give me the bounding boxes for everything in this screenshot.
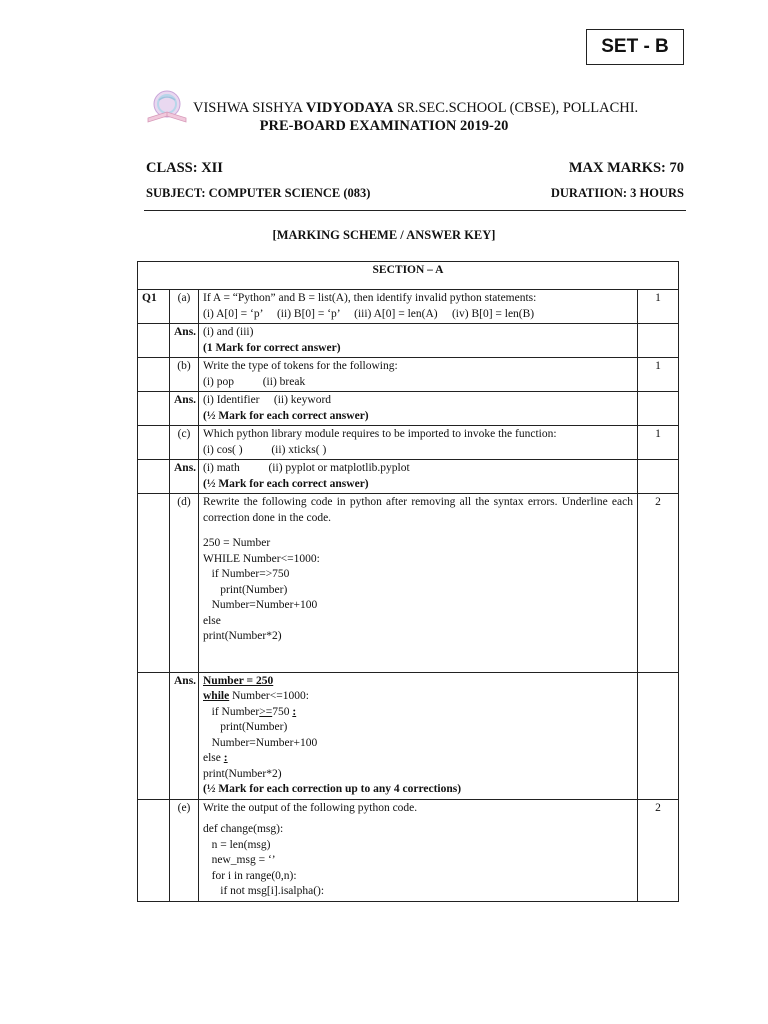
question-text: If A = “Python” and B = list(A), then identify invalid python statements: (i) A[0] = ‘p’ (ii) B[0] = ‘p’ (iii) A[0] = len(A) (iv) B[0] = len(B): [199, 290, 638, 324]
answer-text: (i) and (iii) (1 Mark for correct answer): [199, 324, 638, 358]
answer-label: Ans.: [170, 324, 199, 358]
max-marks: MAX MARKS: 70: [568, 160, 684, 176]
answer-key-table: [137, 261, 679, 902]
code-block: def change(msg): n = len(msg) new_msg = ‘’ for i in range(0,n): if not msg[i].isalpha():: [203, 823, 325, 897]
question-row: [138, 799, 679, 901]
scheme-title: [MARKING SCHEME / ANSWER KEY]: [272, 228, 496, 242]
section-row: [138, 262, 679, 290]
section-heading: SECTION – A: [138, 262, 679, 290]
marks: 1: [638, 290, 679, 324]
marks: 2: [638, 494, 679, 673]
question-text: Write the type of tokens for the following: (i) pop (ii) break: [199, 358, 638, 392]
answer-row: [138, 324, 679, 358]
part-label: (b): [170, 358, 199, 392]
question-number: Q1: [138, 290, 170, 324]
part-label: (e): [170, 799, 199, 901]
answer-label: Ans.: [170, 672, 199, 799]
marking-note: (1 Mark for correct answer): [203, 341, 341, 354]
answer-row: [138, 460, 679, 494]
header-divider: [144, 210, 686, 211]
question-row: [138, 426, 679, 460]
set-label: SET - B: [586, 29, 684, 65]
answer-text: (i) math (ii) pyplot or matplotlib.pyplot (½ Mark for each correct answer): [199, 460, 638, 494]
answer-label: Ans.: [170, 460, 199, 494]
duration-label: DURATIION: 3 HOURS: [550, 186, 684, 200]
marks: 2: [638, 799, 679, 901]
question-text: Write the output of the following python code. def change(msg): n = len(msg) new_msg = ‘’ for i in range(0,n): if not msg[i].isalpha():: [199, 799, 638, 901]
question-row: [138, 358, 679, 392]
question-options: (i) cos( ) (ii) xticks( ): [203, 443, 327, 456]
subject-label: SUBJECT: COMPUTER SCIENCE (083): [146, 186, 371, 200]
question-text: Rewrite the following code in python after removing all the syntax errors. Underline each correction done in the code. 250 = Number WHILE Number<=1000: if Number=>750 print(Number) Number=Number+100 else print(Number*2): [199, 494, 638, 673]
school-name: VISHWA SISHYA VIDYODAYA SR.SEC.SCHOOL (CBSE), POLLACHI.: [193, 100, 639, 116]
class-label: CLASS: XII: [146, 160, 223, 176]
question-row: [138, 494, 679, 673]
marks: 1: [638, 358, 679, 392]
answer-text: (i) Identifier (ii) keyword (½ Mark for each correct answer): [199, 392, 638, 426]
marking-note: (½ Mark for each correct answer): [203, 477, 369, 490]
answer-row: [138, 392, 679, 426]
answer-label: Ans.: [170, 392, 199, 426]
answer-code: Number = 250 while Number<=1000: if Number>=750 : print(Number) Number=Number+100 else : print(Number*2) (½ Mark for each correction up to any 4 corrections): [199, 672, 638, 799]
marks: 1: [638, 426, 679, 460]
exam-title: PRE-BOARD EXAMINATION 2019-20: [259, 118, 509, 134]
marking-note: (½ Mark for each correction up to any 4 corrections): [203, 783, 462, 795]
question-options: (i) pop (ii) break: [203, 375, 306, 388]
question-options: (i) A[0] = ‘p’ (ii) B[0] = ‘p’ (iii) A[0] = len(A) (iv) B[0] = len(B): [203, 307, 535, 320]
part-label: (d): [170, 494, 199, 673]
answer-row: [138, 672, 679, 799]
question-text: Which python library module requires to be imported to invoke the function: (i) cos( ) (ii) xticks( ): [199, 426, 638, 460]
code-block: 250 = Number WHILE Number<=1000: if Number=>750 print(Number) Number=Number+100 else print(Number*2): [203, 537, 320, 642]
part-label: (c): [170, 426, 199, 460]
marking-note: (½ Mark for each correct answer): [203, 409, 369, 422]
part-label: (a): [170, 290, 199, 324]
question-row: [138, 290, 679, 324]
